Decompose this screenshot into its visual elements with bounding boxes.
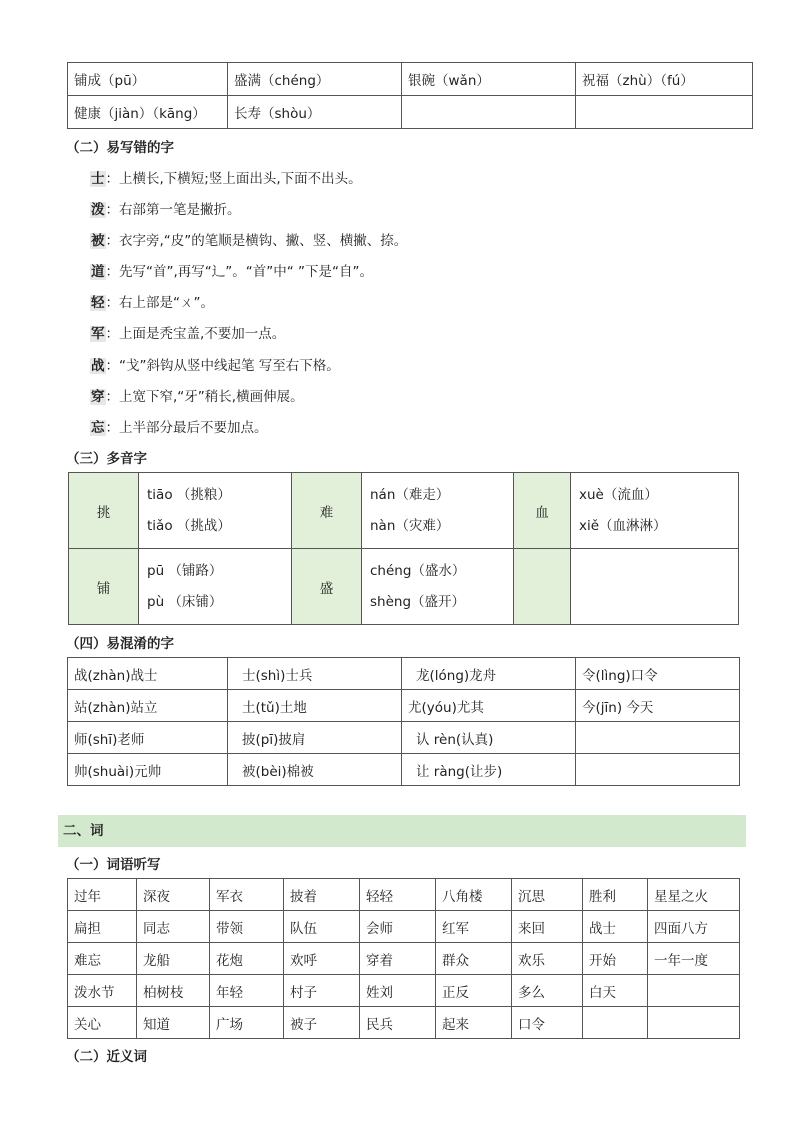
section-heading: （二）易写错的字 xyxy=(66,140,174,156)
polyphone-readings xyxy=(139,473,292,549)
word-cell: 泼水节 xyxy=(68,975,137,1007)
section-heading: （四）易混淆的字 xyxy=(66,636,174,652)
word-cell: 带领 xyxy=(210,911,284,943)
rule-char: 轻 xyxy=(91,295,105,311)
polyphone-char: 铺 xyxy=(69,549,139,625)
table-cell: 祝福（zhù）（fú） xyxy=(576,63,753,96)
word-cell: 战士 xyxy=(583,911,648,943)
table-row xyxy=(68,1007,740,1039)
rule-line xyxy=(90,229,407,249)
polyphone-table xyxy=(68,472,739,625)
reading: nán（难走） xyxy=(370,486,450,503)
word-cell: 深夜 xyxy=(137,879,210,911)
table-cell xyxy=(576,96,753,129)
reading: pù （床铺） xyxy=(147,593,223,610)
table-row xyxy=(68,690,740,722)
table-row xyxy=(68,754,740,786)
table-cell: 站(zhàn)站立 xyxy=(68,690,228,722)
word-cell xyxy=(648,1007,740,1039)
table-cell: 长寿（shòu） xyxy=(228,96,402,129)
polyphone-char: 挑 xyxy=(69,473,139,549)
table-row xyxy=(68,943,740,975)
dictation-table xyxy=(67,878,740,1039)
word-cell: 村子 xyxy=(284,975,360,1007)
word-cell: 群众 xyxy=(436,943,512,975)
word-cell: 年轻 xyxy=(210,975,284,1007)
rule-text: ：衣字旁,“皮”的笔顺是横钩、撇、竖、横撇、捺。 xyxy=(105,233,408,249)
table-cell: 银碗（wǎn） xyxy=(402,63,576,96)
word-cell: 开始 xyxy=(583,943,648,975)
table-cell: 披(pī)披肩 xyxy=(228,722,402,754)
word-cell: 龙船 xyxy=(137,943,210,975)
rule-char: 道 xyxy=(91,264,105,280)
word-cell: 红军 xyxy=(436,911,512,943)
rule-text: ：上面是秃宝盖,不要加一点。 xyxy=(105,326,286,342)
table-cell: 尤(yóu)尤其 xyxy=(402,690,576,722)
rule-line xyxy=(90,198,241,218)
word-cell: 队伍 xyxy=(284,911,360,943)
table-cell: 龙(lóng)龙舟 xyxy=(402,658,576,690)
reading: xuè（流血） xyxy=(579,486,658,503)
reading: shèng（盛开） xyxy=(370,593,466,610)
rule-text: ：先写“首”,再写“辶”。“首”中“ ”下是“自”。 xyxy=(105,264,374,280)
reading: pū （铺路） xyxy=(147,562,223,579)
word-cell: 花炮 xyxy=(210,943,284,975)
polyphone-char: 血 xyxy=(514,473,571,549)
word-cell: 民兵 xyxy=(360,1007,436,1039)
table-row xyxy=(68,96,753,129)
rule-char: 泼 xyxy=(91,202,105,218)
rule-text: ：上半部分最后不要加点。 xyxy=(105,420,268,436)
word-cell: 扁担 xyxy=(68,911,137,943)
reading: xiě（血淋淋） xyxy=(579,517,667,534)
section-heading: （二）近义词 xyxy=(66,1049,147,1065)
rule-char: 忘 xyxy=(91,420,105,436)
rule-char: 穿 xyxy=(91,389,105,405)
word-cell: 被子 xyxy=(284,1007,360,1039)
polyphone-char: 盛 xyxy=(292,549,362,625)
table-cell xyxy=(576,722,740,754)
section-heading: （三）多音字 xyxy=(66,451,147,467)
word-cell: 柏树枝 xyxy=(137,975,210,1007)
rule-char: 军 xyxy=(91,326,105,342)
table-cell: 帅(shuài)元帅 xyxy=(68,754,228,786)
rule-line xyxy=(90,167,362,187)
word-cell: 正反 xyxy=(436,975,512,1007)
reading: nàn（灾难） xyxy=(370,517,450,534)
rule-char: 战 xyxy=(91,358,105,374)
rule-text: ：上横长,下横短;竖上面出头,下面不出头。 xyxy=(105,171,362,187)
rule-line xyxy=(90,291,214,311)
rule-line xyxy=(90,385,304,405)
polyphone-char xyxy=(514,549,571,625)
word-cell: 轻轻 xyxy=(360,879,436,911)
word-cell: 多么 xyxy=(512,975,583,1007)
rule-line xyxy=(90,354,340,374)
rule-text: ：右部第一笔是撇折。 xyxy=(105,202,241,218)
word-cell xyxy=(583,1007,648,1039)
word-cell: 一年一度 xyxy=(648,943,740,975)
table-cell: 士(shì)士兵 xyxy=(228,658,402,690)
word-cell: 会师 xyxy=(360,911,436,943)
table-row xyxy=(69,549,739,625)
table-row xyxy=(68,879,740,911)
word-cell: 四面八方 xyxy=(648,911,740,943)
word-cell: 军衣 xyxy=(210,879,284,911)
word-cell: 来回 xyxy=(512,911,583,943)
word-cell: 关心 xyxy=(68,1007,137,1039)
table-cell: 铺成（pū） xyxy=(68,63,228,96)
word-cell: 欢呼 xyxy=(284,943,360,975)
table-cell: 土(tǔ)土地 xyxy=(228,690,402,722)
word-cell: 姓刘 xyxy=(360,975,436,1007)
table-cell: 认 rèn(认真) xyxy=(402,722,576,754)
word-cell: 同志 xyxy=(137,911,210,943)
table-row xyxy=(68,658,740,690)
table-cell: 师(shī)老师 xyxy=(68,722,228,754)
word-cell: 过年 xyxy=(68,879,137,911)
rule-text: ：上宽下窄,“牙”稍长,横画伸展。 xyxy=(105,389,304,405)
rule-line xyxy=(90,322,285,342)
reading: tiǎo （挑战） xyxy=(147,517,231,534)
word-cell: 广场 xyxy=(210,1007,284,1039)
table-row xyxy=(68,975,740,1007)
word-cell: 胜利 xyxy=(583,879,648,911)
table-cell xyxy=(402,96,576,129)
word-cell: 欢乐 xyxy=(512,943,583,975)
polyphone-readings xyxy=(139,549,292,625)
section-banner: 二、词 xyxy=(58,815,746,847)
table-cell: 健康（jiàn）（kāng） xyxy=(68,96,228,129)
polyphone-char: 难 xyxy=(292,473,362,549)
table-cell: 盛满（chéng） xyxy=(228,63,402,96)
polyphone-readings xyxy=(362,549,514,625)
word-cell: 难忘 xyxy=(68,943,137,975)
word-cell xyxy=(648,975,740,1007)
table-row xyxy=(68,722,740,754)
reading: chéng（盛水） xyxy=(370,562,466,579)
table-cell xyxy=(576,754,740,786)
confusing-chars-table xyxy=(67,657,740,786)
rule-line xyxy=(90,416,268,436)
word-cell: 口令 xyxy=(512,1007,583,1039)
word-cell: 八角楼 xyxy=(436,879,512,911)
word-cell: 披着 xyxy=(284,879,360,911)
table-row xyxy=(68,63,753,96)
word-cell: 沉思 xyxy=(512,879,583,911)
table-cell: 让 ràng(让步) xyxy=(402,754,576,786)
rule-line xyxy=(90,260,373,280)
polyphone-readings xyxy=(362,473,514,549)
polyphone-readings xyxy=(571,473,739,549)
table-cell: 令(lìng)口令 xyxy=(576,658,740,690)
word-cell: 知道 xyxy=(137,1007,210,1039)
word-cell: 白天 xyxy=(583,975,648,1007)
rule-char: 士 xyxy=(91,171,105,187)
word-cell: 星星之火 xyxy=(648,879,740,911)
pinyin-table xyxy=(67,62,753,129)
table-row xyxy=(69,473,739,549)
rule-char: 被 xyxy=(91,233,105,249)
rule-text: ：右上部是“ㄨ”。 xyxy=(105,295,214,311)
word-cell: 穿着 xyxy=(360,943,436,975)
rule-text: ：“戈”斜钩从竖中线起笔 写至右下格。 xyxy=(105,358,340,374)
word-cell: 起来 xyxy=(436,1007,512,1039)
table-cell: 战(zhàn)战士 xyxy=(68,658,228,690)
table-cell: 今(jīn) 今天 xyxy=(576,690,740,722)
polyphone-readings xyxy=(571,549,739,625)
section-heading: （一）词语听写 xyxy=(66,857,161,873)
reading: tiāo （挑粮） xyxy=(147,486,231,503)
table-cell: 被(bèi)棉被 xyxy=(228,754,402,786)
table-row xyxy=(68,911,740,943)
